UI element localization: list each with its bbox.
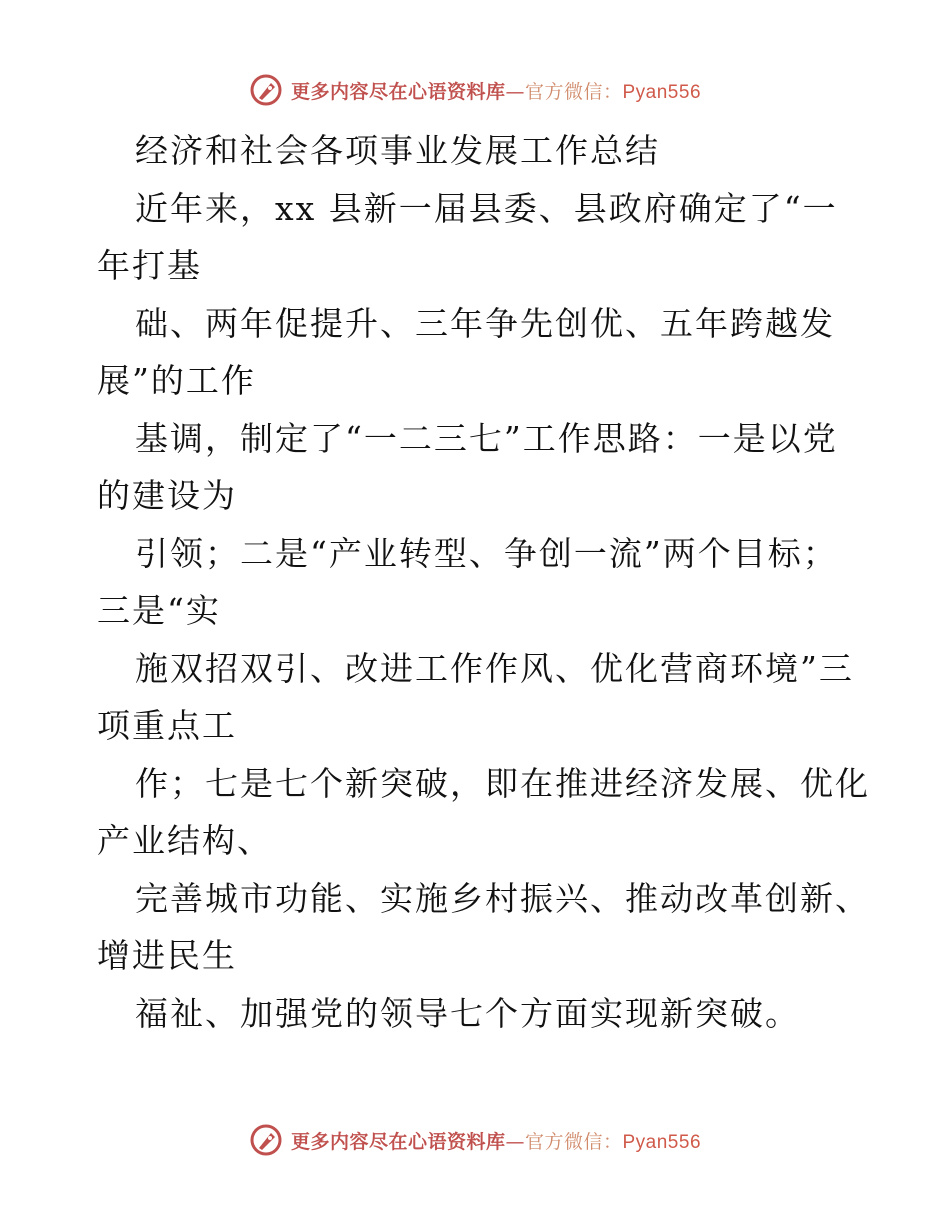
body-text-line: 展”的工作 [97, 361, 256, 400]
body-text-line: 产业结构、 [97, 821, 272, 860]
watermark-wechat-label: 官方微信： [524, 80, 623, 103]
body-text-line: 引领；二是“产业转型、争创一流”两个目标； [135, 533, 838, 573]
body-text-line: 施双招双引、改进工作作风、优化营商环境”三 [135, 648, 854, 688]
body-text-line: 三是“实 [97, 591, 221, 630]
watermark-dash: — [505, 1130, 525, 1153]
body-text-line: 的建设为 [97, 476, 237, 515]
body-text-line: 完善城市功能、实施乡村振兴、推动改革创新、 [135, 878, 870, 918]
body-text-line: 增进民生 [97, 936, 237, 975]
watermark-text [291, 1127, 701, 1154]
watermark-site: 更多内容尽在心语资料库 [290, 1130, 506, 1153]
document-body [97, 122, 870, 1042]
watermark-text [291, 77, 701, 104]
body-text-line: 础、两年促提升、三年争先创优、五年跨越发 [135, 303, 835, 343]
watermark-dash: — [505, 80, 525, 103]
body-text-line: 福祉、加强党的领导七个方面实现新突破。 [135, 993, 800, 1033]
header-watermark [0, 70, 950, 110]
watermark-wechat-id: Pyan556 [622, 1131, 702, 1153]
body-text-line: 近年来，xx 县新一届县委、县政府确定了“一 [135, 188, 838, 228]
watermark-site: 更多内容尽在心语资料库 [290, 80, 506, 103]
body-text-line: 项重点工 [97, 706, 237, 745]
body-text-line: 年打基 [97, 246, 202, 285]
document-title: 经济和社会各项事业发展工作总结 [135, 131, 660, 170]
watermark-wechat-id: Pyan556 [622, 81, 702, 103]
watermark-wechat-label: 官方微信： [524, 1130, 623, 1153]
footer-watermark [0, 1120, 950, 1160]
pen-nib-logo-icon [249, 73, 283, 107]
body-text-line: 作；七是七个新突破，即在推进经济发展、优化 [135, 763, 870, 803]
pen-nib-logo-icon [249, 1123, 283, 1157]
body-text-line: 基调，制定了“一二三七”工作思路：一是以党 [135, 418, 838, 458]
